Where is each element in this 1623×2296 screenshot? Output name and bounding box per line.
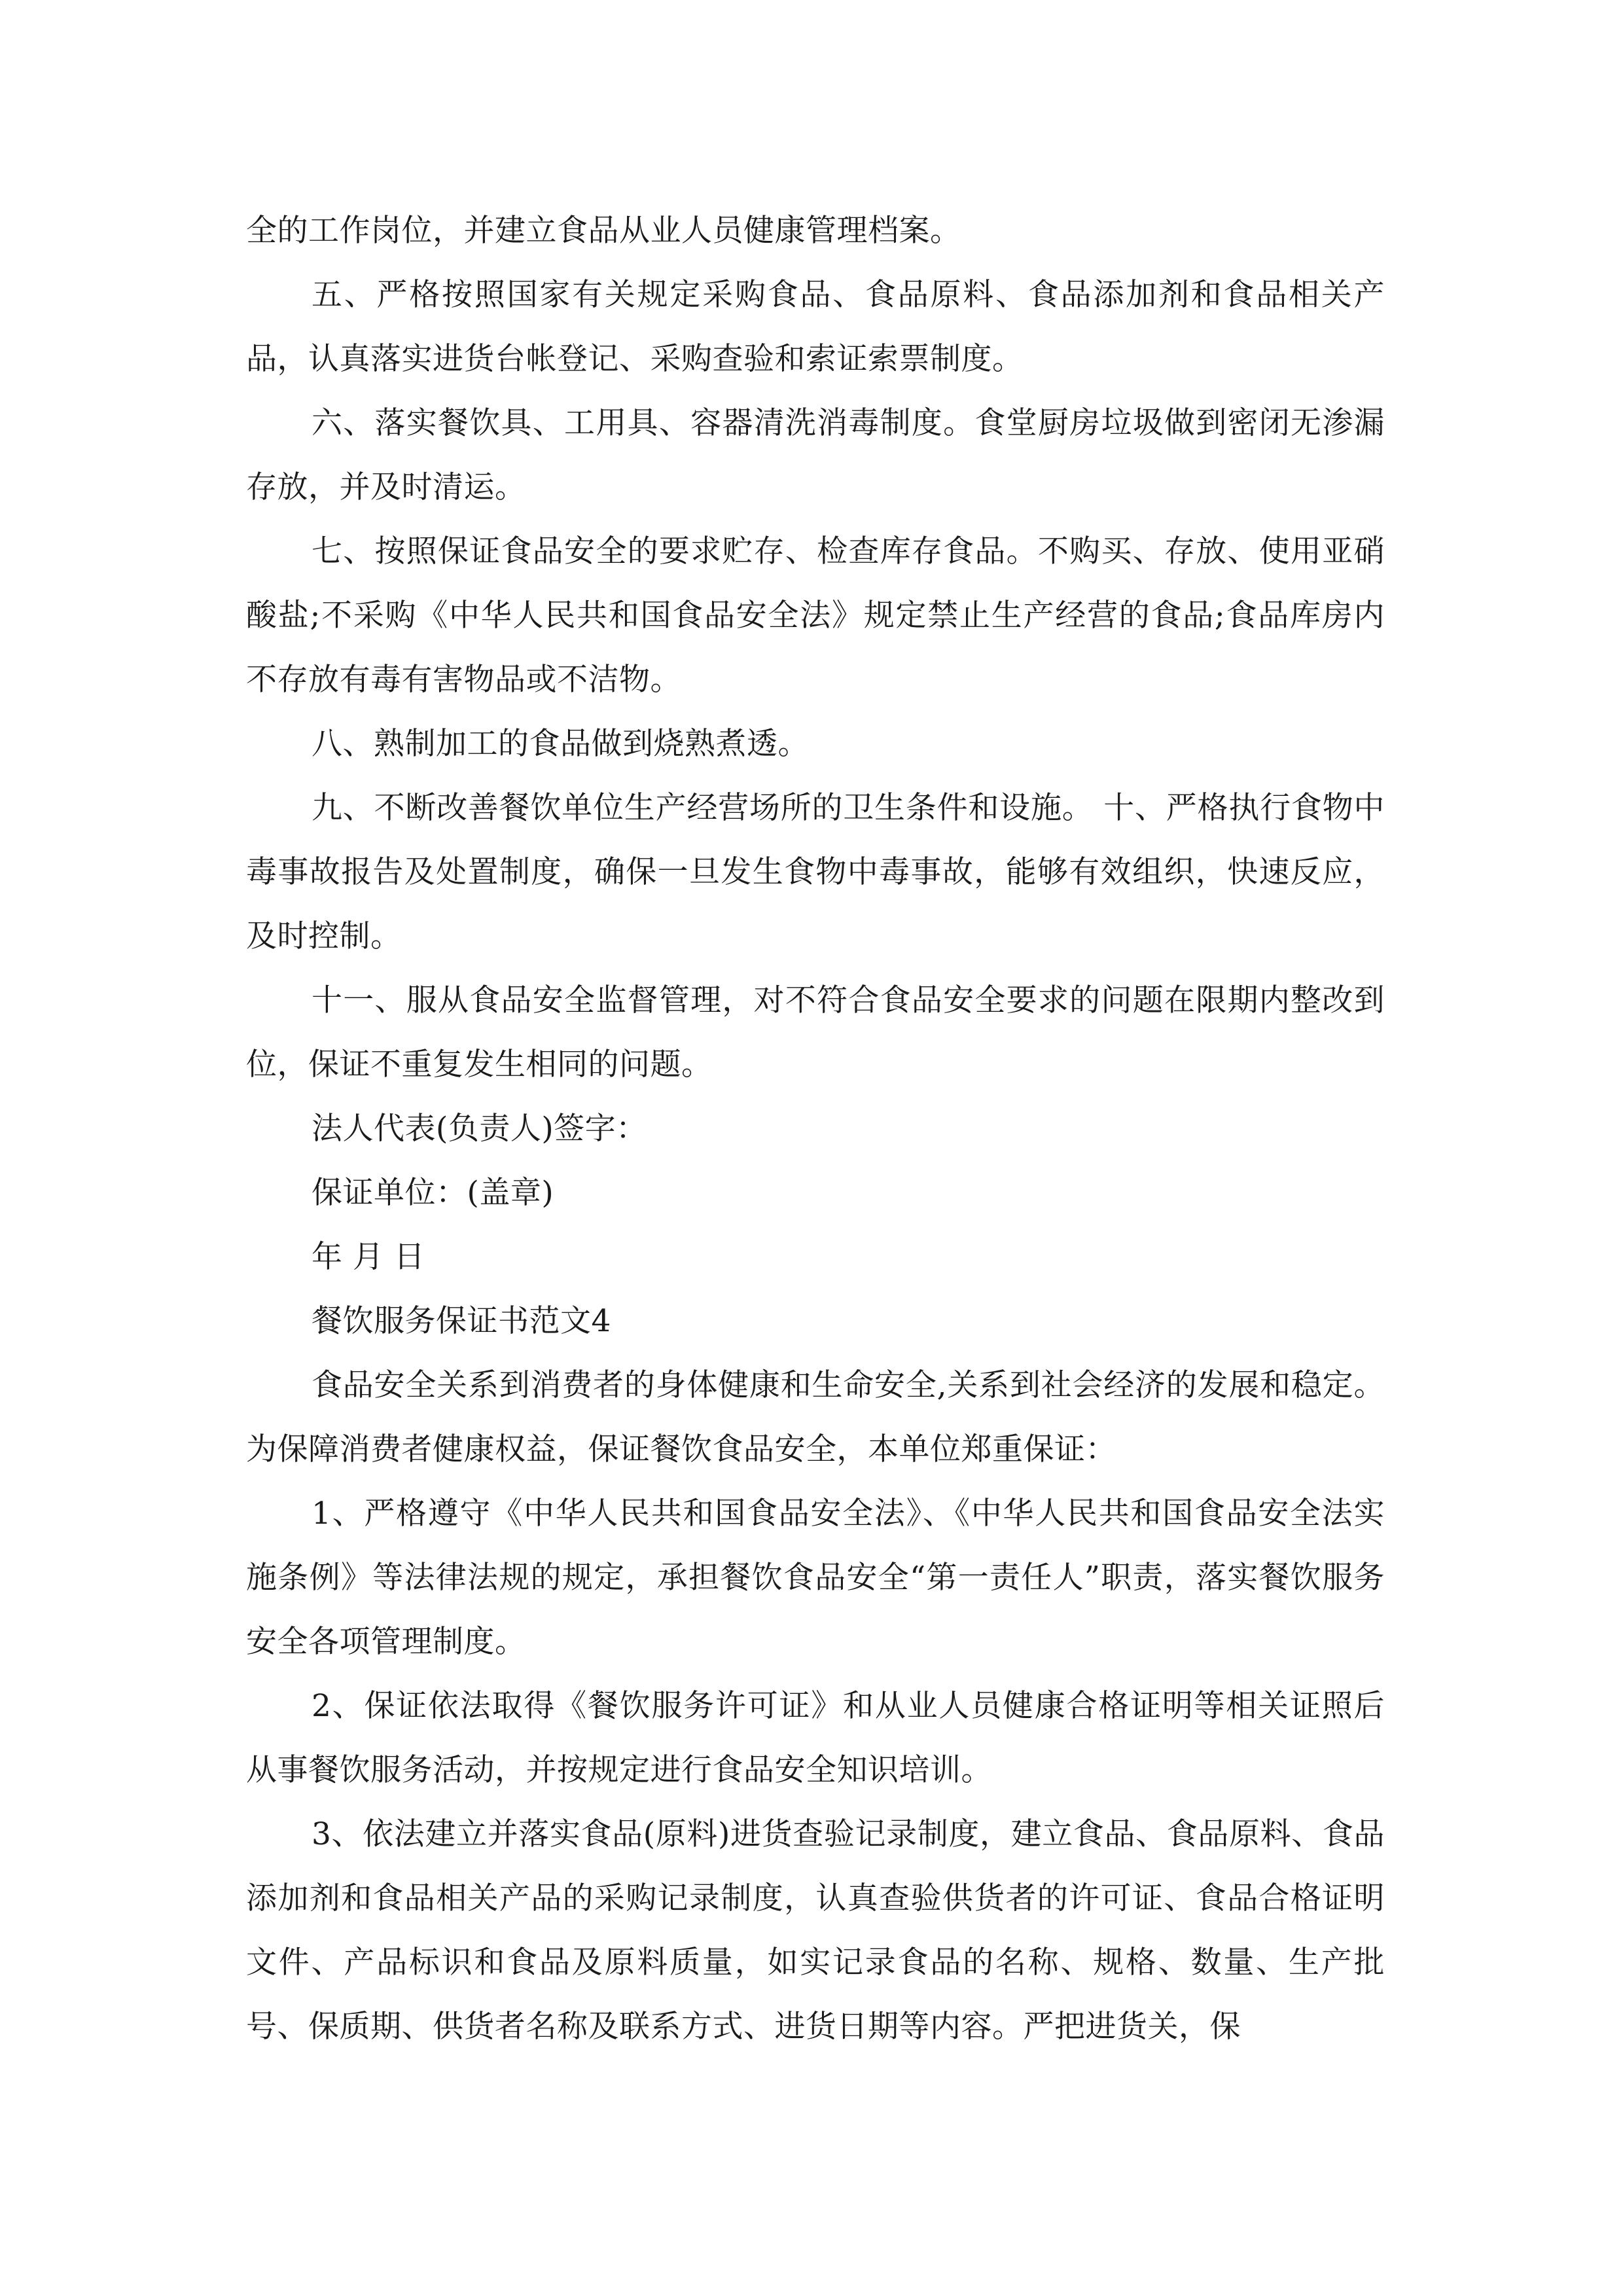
paragraph-intro: 食品安全关系到消费者的身体健康和生命安全,关系到社会经济的发展和稳定。为保障消费者健康权益，保证餐饮食品安全，本单位郑重保证： [246,1367,1385,1467]
paragraph-item-6: 六、落实餐饮具、工用具、容器清洗消毒制度。食堂厨房垃圾做到密闭无渗漏存放，并及时清运。 [246,405,1385,505]
signature-line-representative: 法人代表(负责人)签字： [312,1111,647,1147]
paragraph-item-7: 七、按照保证食品安全的要求贮存、检查库存食品。不购买、存放、使用亚硝酸盐;不采购《中华人民共和国食品安全法》规定禁止生产经营的食品;食品库房内不存放有毒有害物品或不洁物。 [246,533,1385,698]
document-body [246,199,1385,2059]
paragraph-clause-1: 1、严格遵守《中华人民共和国食品安全法》、《中华人民共和国食品安全法实施条例》等法律法规的规定，承担餐饮食品安全“第一责任人”职责，落实餐饮服务安全各项管理制度。 [246,1496,1385,1660]
paragraph-item-11: 十一、服从食品安全监督管理，对不符合食品安全要求的问题在限期内整改到位，保证不重复发生相同的问题。 [246,982,1385,1083]
paragraph-item-9-10: 九、不断改善餐饮单位生产经营场所的卫生条件和设施。 十、严格执行食物中毒事故报告及处置制度，确保一旦发生食物中毒事故，能够有效组织，快速反应，及时控制。 [246,790,1385,954]
paragraph-clause-3: 3、依法建立并落实食品(原料)进货查验记录制度，建立食品、食品原料、食品添加剂和食品相关产品的采购记录制度，认真查验供货者的许可证、食品合格证明文件、产品标识和食品及原料质量，如实记录食品的名称、规格、数量、生产批号、保质期、供货者名称及联系方式、进货日期等内容。严把进货关，保 [246,1816,1385,2045]
paragraph-continuation: 全的工作岗位，并建立食品从业人员健康管理档案。 [246,213,961,249]
paragraph-item-8: 八、熟制加工的食品做到烧熟煮透。 [312,726,809,762]
signature-line-unit: 保证单位：(盖章) [312,1175,554,1211]
signature-line-date: 年 月 日 [312,1239,425,1275]
paragraph-clause-2: 2、保证依法取得《餐饮服务许可证》和从业人员健康合格证明等相关证照后从事餐饮服务活动，并按规定进行食品安全知识培训。 [246,1688,1385,1788]
paragraph-item-5: 五、严格按照国家有关规定采购食品、食品原料、食品添加剂和食品相关产品，认真落实进货台帐登记、采购查验和索证索票制度。 [246,277,1385,377]
section-heading: 餐饮服务保证书范文4 [312,1303,611,1339]
